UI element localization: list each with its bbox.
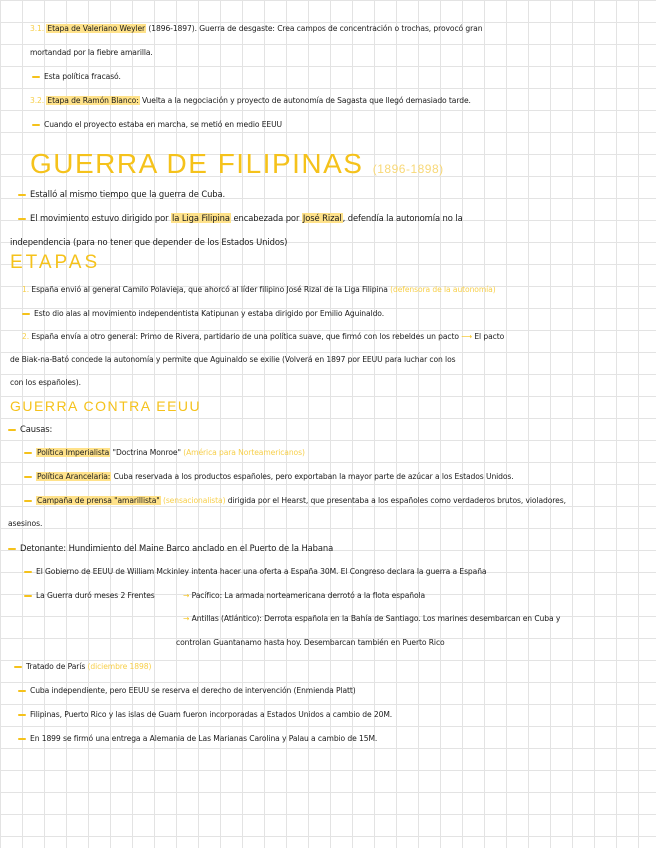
dash-icon xyxy=(24,571,32,573)
etapa-1 xyxy=(22,284,496,296)
antillas-label: Antillas (Atlántico): xyxy=(191,614,262,623)
dash-icon xyxy=(18,690,26,692)
etapa-number: 2. xyxy=(22,332,30,341)
eeuu-meddle-text: Cuando el proyecto estaba en marcha, se metió en medio EEUU xyxy=(44,120,283,129)
dash-icon xyxy=(24,476,32,478)
pacifico-text: La armada norteamericana derrotó a la flota española xyxy=(222,591,426,600)
section-number: 3.1. xyxy=(30,24,45,33)
frentes-text: La Guerra duró meses 2 Frentes xyxy=(36,591,155,600)
antillas-cont: controlan Guantanamo hasta hoy. Desembarcan también en Puerto Rico xyxy=(176,638,445,647)
filipinas-b1-text: Estalló al mismo tiempo que la guerra de Cuba. xyxy=(30,189,226,199)
dash-icon xyxy=(14,666,22,668)
tratado-date: (diciembre 1898) xyxy=(85,662,152,671)
pacifico-label: Pacífico: xyxy=(191,591,223,600)
weyler-line xyxy=(30,23,482,35)
weyler-text: (1896-1897). Guerra de desgaste: Crea campos de concentración o trochas, provocó gran xyxy=(146,24,483,33)
dash-icon xyxy=(18,218,26,220)
prensa-highlight: Campaña de prensa "amarillista" xyxy=(37,496,160,505)
tratado-label: Tratado de París xyxy=(26,662,86,671)
pacifico-line xyxy=(183,590,425,602)
katipunan-text: Esto dio alas al movimiento independentista Katipunan y estaba dirigido por Emilio Aguinaldo. xyxy=(34,309,385,318)
blanco-highlight: Etapa de Ramón Blanco: xyxy=(47,96,139,105)
tratado-t3-text: En 1899 se firmó una entrega a Alemania de Las Marianas Carolina y Palau a cambio de 15M. xyxy=(30,734,378,743)
filipinas-title-text: GUERRA DE FILIPINAS xyxy=(30,148,364,179)
mckinley-text: El Gobierno de EEUU de William Mckinley intenta hacer una oferta a España 30M. El Congreso declara la guerra a España xyxy=(36,567,487,576)
tratado-line xyxy=(14,661,151,673)
detonante-text: Hundimiento del Maine Barco anclado en el Puerto de la Habana xyxy=(66,543,334,553)
filipinas-title xyxy=(30,148,444,180)
blanco-line xyxy=(30,95,471,107)
antillas-line xyxy=(183,613,560,625)
tratado-t1 xyxy=(18,685,356,697)
etapa-2-cont: de Biak-na-Bató concede la autonomía y permite que Aguinaldo se exilie (Volverá en 1897 por EEUU para luchar con los xyxy=(10,355,456,364)
dash-icon xyxy=(32,124,40,126)
blanco-text: Vuelta a la negociación y proyecto de autonomía de Sagasta que llegó demasiado tarde. xyxy=(139,96,471,105)
monroe-text: "Doctrina Monroe" xyxy=(110,448,181,457)
filipinas-b2 xyxy=(18,212,463,224)
dash-icon xyxy=(24,595,32,597)
etapas-title: ETAPAS xyxy=(10,252,101,273)
dash-icon xyxy=(24,452,32,454)
etapa-2-cont2: con los españoles). xyxy=(10,378,81,387)
b2-text-b: encabezada por xyxy=(230,213,302,223)
filipinas-years: (1896-1898) xyxy=(372,162,444,176)
frentes-line xyxy=(24,590,155,602)
tratado-t3 xyxy=(18,733,377,745)
fracaso-text: Esta política fracasó. xyxy=(44,72,121,81)
b2-text-a: El movimiento estuvo dirigido por xyxy=(30,213,172,223)
prensa-note: (sensacionalista) xyxy=(160,496,226,505)
filipinas-b2-cont: independencia (para no tener que depender de los Estados Unidos) xyxy=(10,237,288,247)
dash-icon xyxy=(18,194,26,196)
etapa-2 xyxy=(22,331,504,343)
eeuu-meddle-line xyxy=(32,119,282,131)
rizal-highlight: José Rizal xyxy=(302,213,342,223)
dash-icon xyxy=(32,76,40,78)
eeuu-title: GUERRA CONTRA EEUU xyxy=(10,398,202,414)
causa-3 xyxy=(24,495,566,507)
mckinley-line xyxy=(24,566,486,578)
dash-icon xyxy=(22,313,30,315)
causa-1 xyxy=(24,447,305,459)
dash-icon xyxy=(18,714,26,716)
tratado-t2-text: Filipinas, Puerto Rico y las islas de Guam fueron incorporadas a Estados Unidos a cambio de 20M. xyxy=(30,710,393,719)
etapa-number: 1. xyxy=(22,285,30,294)
causa-3-cont: asesinos. xyxy=(8,519,43,528)
causas-line xyxy=(8,423,52,435)
etapa-1-text: España envió al general Camilo Polavieja, que ahorcó al líder filipino José Rizal de la Liga Filipina xyxy=(31,285,391,294)
arrow-right-icon: → xyxy=(183,591,190,600)
dash-icon xyxy=(18,738,26,740)
prensa-text: dirigida por el Hearst, que presentaba a los españoles como verdaderos brutos, violadores, xyxy=(225,496,566,505)
liga-highlight: la Liga Filipina xyxy=(172,213,230,223)
b2-text-c: , defendía la autonomía no la xyxy=(342,213,463,223)
etapa-katipunan xyxy=(22,308,384,320)
arancelaria-text: Cuba reservada a los productos españoles, pero exportaban la mayor parte de azúcar a los Estados Unidos. xyxy=(111,472,514,481)
arrow-right-icon: → xyxy=(183,614,190,623)
dash-icon xyxy=(8,548,16,550)
fracaso-line xyxy=(32,71,121,83)
monroe-note: (América para Norteamericanos) xyxy=(180,448,305,457)
detonante-label: Detonante: xyxy=(20,543,67,553)
detonante-line xyxy=(8,542,333,554)
causa-2 xyxy=(24,471,514,483)
dash-icon xyxy=(8,429,16,431)
filipinas-b1 xyxy=(18,188,225,200)
causas-label: Causas: xyxy=(20,424,53,434)
arrow-right-icon: ⟶ xyxy=(461,332,473,341)
tratado-t2 xyxy=(18,709,392,721)
tratado-t1-text: Cuba independiente, pero EEUU se reserva el derecho de intervención (Enmienda Platt) xyxy=(30,686,356,695)
weyler-highlight: Etapa de Valeriano Weyler xyxy=(47,24,146,33)
weyler-cont: mortandad por la fiebre amarilla. xyxy=(30,48,153,57)
arancelaria-highlight: Política Arancelaria: xyxy=(37,472,111,481)
imperialista-highlight: Política Imperialista xyxy=(37,448,110,457)
etapa-1-note: (defensora de la autonomía) xyxy=(390,285,496,294)
antillas-text: Derrota española en la Bahía de Santiago. Los marines desembarcan en Cuba y xyxy=(261,614,561,623)
etapa-2-text: España envía a otro general: Primo de Rivera, partidario de una política suave, que firmó con los rebeldes un pacto xyxy=(31,332,459,341)
section-number: 3.2. xyxy=(30,96,45,105)
etapa-2-end: El pacto xyxy=(474,332,505,341)
dash-icon xyxy=(24,500,32,502)
